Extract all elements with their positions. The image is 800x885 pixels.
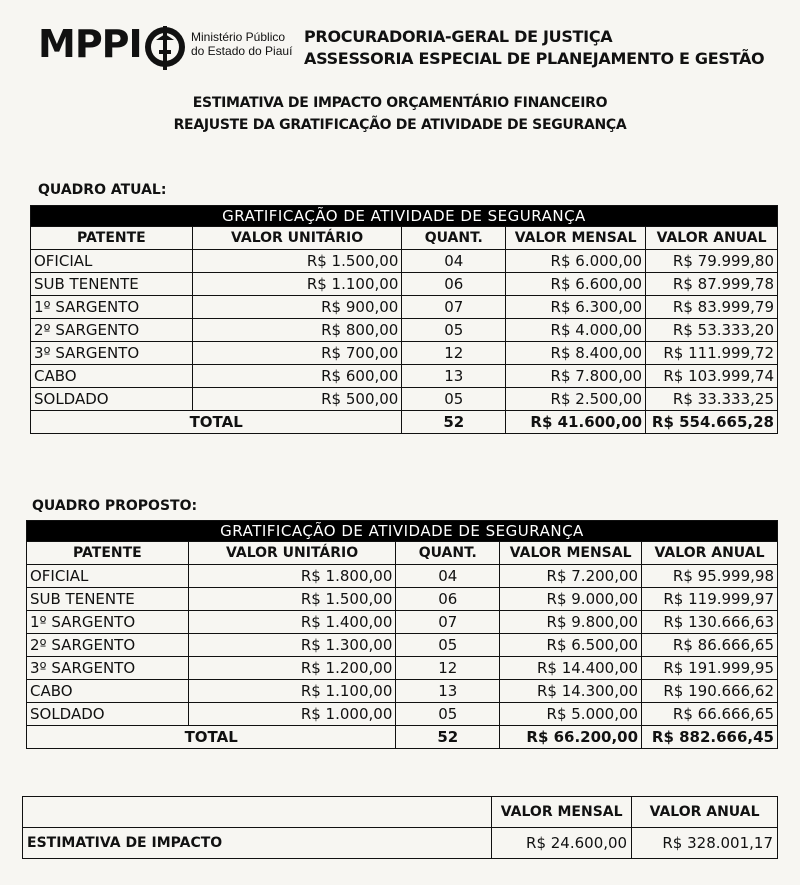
org-line-1: Ministério Público [191,30,286,44]
cell-patente: CABO [27,680,189,703]
cell-valor-anual: R$ 33.333,25 [646,388,778,411]
cell-patente: OFICIAL [27,565,189,588]
col-valor-mensal: VALOR MENSAL [500,542,642,565]
cell-valor-unitario: R$ 1.300,00 [188,634,396,657]
col-valor-anual: VALOR ANUAL [642,542,778,565]
cell-quant: 06 [396,588,500,611]
total-valor-anual: R$ 882.666,45 [642,726,778,749]
table-row [31,388,778,411]
cell-quant: 13 [402,365,506,388]
cell-valor-unitario: R$ 1.800,00 [188,565,396,588]
table-row [31,296,778,319]
total-valor-mensal: R$ 41.600,00 [506,411,646,434]
impact-col-valor-mensal: VALOR MENSAL [492,797,632,828]
org-title-line-1: PROCURADORIA-GERAL DE JUSTIÇA [304,27,613,46]
table-row [27,565,778,588]
cell-quant: 12 [396,657,500,680]
table-row [27,588,778,611]
cell-valor-mensal: R$ 7.800,00 [506,365,646,388]
cell-patente: 2º SARGENTO [31,319,193,342]
cell-valor-unitario: R$ 1.100,00 [192,273,402,296]
cell-valor-anual: R$ 87.999,78 [646,273,778,296]
quadro-atual-table [30,205,778,434]
table-row [27,657,778,680]
col-valor-mensal: VALOR MENSAL [506,227,646,250]
cell-patente: SOLDADO [31,388,193,411]
cell-valor-anual: R$ 119.999,97 [642,588,778,611]
cell-valor-mensal: R$ 4.000,00 [506,319,646,342]
cell-valor-anual: R$ 111.999,72 [646,342,778,365]
table-banner: GRATIFICAÇÃO DE ATIVIDADE DE SEGURANÇA [27,521,778,542]
cell-valor-unitario: R$ 1.500,00 [188,588,396,611]
cell-patente: 2º SARGENTO [27,634,189,657]
cell-valor-mensal: R$ 6.300,00 [506,296,646,319]
cell-quant: 06 [402,273,506,296]
cell-patente: 3º SARGENTO [31,342,193,365]
cell-quant: 13 [396,680,500,703]
cell-valor-unitario: R$ 1.200,00 [188,657,396,680]
col-quant: QUANT. [402,227,506,250]
cell-valor-mensal: R$ 9.000,00 [500,588,642,611]
cell-valor-anual: R$ 191.999,95 [642,657,778,680]
table-row [31,342,778,365]
cell-valor-anual: R$ 86.666,65 [642,634,778,657]
table-row [31,273,778,296]
cell-patente: 1º SARGENTO [27,611,189,634]
table-banner: GRATIFICAÇÃO DE ATIVIDADE DE SEGURANÇA [31,206,778,227]
cell-valor-mensal: R$ 6.500,00 [500,634,642,657]
cell-valor-anual: R$ 130.666,63 [642,611,778,634]
cell-valor-mensal: R$ 14.400,00 [500,657,642,680]
table-row [27,680,778,703]
cell-valor-anual: R$ 190.666,62 [642,680,778,703]
cell-patente: SUB TENENTE [31,273,193,296]
total-valor-anual: R$ 554.665,28 [646,411,778,434]
document-title [0,92,800,136]
cell-valor-mensal: R$ 6.600,00 [506,273,646,296]
cell-quant: 04 [402,250,506,273]
cell-valor-unitario: R$ 1.400,00 [188,611,396,634]
col-valor-anual: VALOR ANUAL [646,227,778,250]
org-name [191,30,292,58]
table-row [27,634,778,657]
cell-valor-unitario: R$ 800,00 [192,319,402,342]
cell-patente: SOLDADO [27,703,189,726]
cell-quant: 05 [396,703,500,726]
table-row [27,703,778,726]
cell-valor-anual: R$ 103.999,74 [646,365,778,388]
total-row [27,726,778,749]
cell-valor-anual: R$ 95.999,98 [642,565,778,588]
impact-valor-mensal: R$ 24.600,00 [492,828,632,859]
cell-patente: OFICIAL [31,250,193,273]
cell-valor-unitario: R$ 700,00 [192,342,402,365]
cell-quant: 05 [402,388,506,411]
col-valor-unitario: VALOR UNITÁRIO [192,227,402,250]
cell-valor-mensal: R$ 5.000,00 [500,703,642,726]
cell-valor-anual: R$ 83.999,79 [646,296,778,319]
mppi-logo: MPPI [38,22,142,66]
org-title-line-2: ASSESSORIA ESPECIAL DE PLANEJAMENTO E GESTÃO [304,49,765,68]
quadro-proposto-table [26,520,778,749]
cell-valor-unitario: R$ 1.100,00 [188,680,396,703]
impact-table [22,796,778,859]
cell-patente: CABO [31,365,193,388]
cell-quant: 07 [402,296,506,319]
col-quant: QUANT. [396,542,500,565]
cell-quant: 12 [402,342,506,365]
quadro-atual-label: QUADRO ATUAL: [38,182,167,198]
col-patente: PATENTE [31,227,193,250]
cell-valor-unitario: R$ 1.500,00 [192,250,402,273]
impact-col-valor-anual: VALOR ANUAL [632,797,778,828]
org-line-2: do Estado do Piauí [191,44,293,58]
cell-valor-mensal: R$ 7.200,00 [500,565,642,588]
cell-valor-unitario: R$ 600,00 [192,365,402,388]
quadro-proposto-label: QUADRO PROPOSTO: [32,498,198,514]
impact-label: ESTIMATIVA DE IMPACTO [23,828,492,859]
cell-patente: 3º SARGENTO [27,657,189,680]
cell-valor-anual: R$ 79.999,80 [646,250,778,273]
impact-valor-anual: R$ 328.001,17 [632,828,778,859]
table-row [27,611,778,634]
cell-quant: 07 [396,611,500,634]
cell-patente: 1º SARGENTO [31,296,193,319]
cell-valor-mensal: R$ 2.500,00 [506,388,646,411]
table-row [31,250,778,273]
cell-quant: 05 [402,319,506,342]
org-title [304,26,764,70]
cell-valor-mensal: R$ 14.300,00 [500,680,642,703]
cell-valor-anual: R$ 53.333,20 [646,319,778,342]
total-quant: 52 [396,726,500,749]
total-quant: 52 [402,411,506,434]
total-row [31,411,778,434]
table-row [31,319,778,342]
document-title-line-1: ESTIMATIVA DE IMPACTO ORÇAMENTÁRIO FINANCEIRO [192,95,608,111]
total-label: TOTAL [31,411,402,434]
cell-valor-unitario: R$ 1.000,00 [188,703,396,726]
cell-quant: 05 [396,634,500,657]
cell-valor-unitario: R$ 900,00 [192,296,402,319]
cell-valor-mensal: R$ 9.800,00 [500,611,642,634]
cell-quant: 04 [396,565,500,588]
letterhead [38,18,778,78]
impact-empty-cell [23,797,492,828]
total-label: TOTAL [27,726,396,749]
col-valor-unitario: VALOR UNITÁRIO [188,542,396,565]
table-row [31,365,778,388]
emblem-icon [142,20,188,74]
cell-valor-unitario: R$ 500,00 [192,388,402,411]
cell-valor-mensal: R$ 8.400,00 [506,342,646,365]
cell-valor-mensal: R$ 6.000,00 [506,250,646,273]
col-patente: PATENTE [27,542,189,565]
cell-valor-anual: R$ 66.666,65 [642,703,778,726]
total-valor-mensal: R$ 66.200,00 [500,726,642,749]
document-title-line-2: REAJUSTE DA GRATIFICAÇÃO DE ATIVIDADE DE SEGURANÇA [173,117,627,133]
cell-patente: SUB TENENTE [27,588,189,611]
